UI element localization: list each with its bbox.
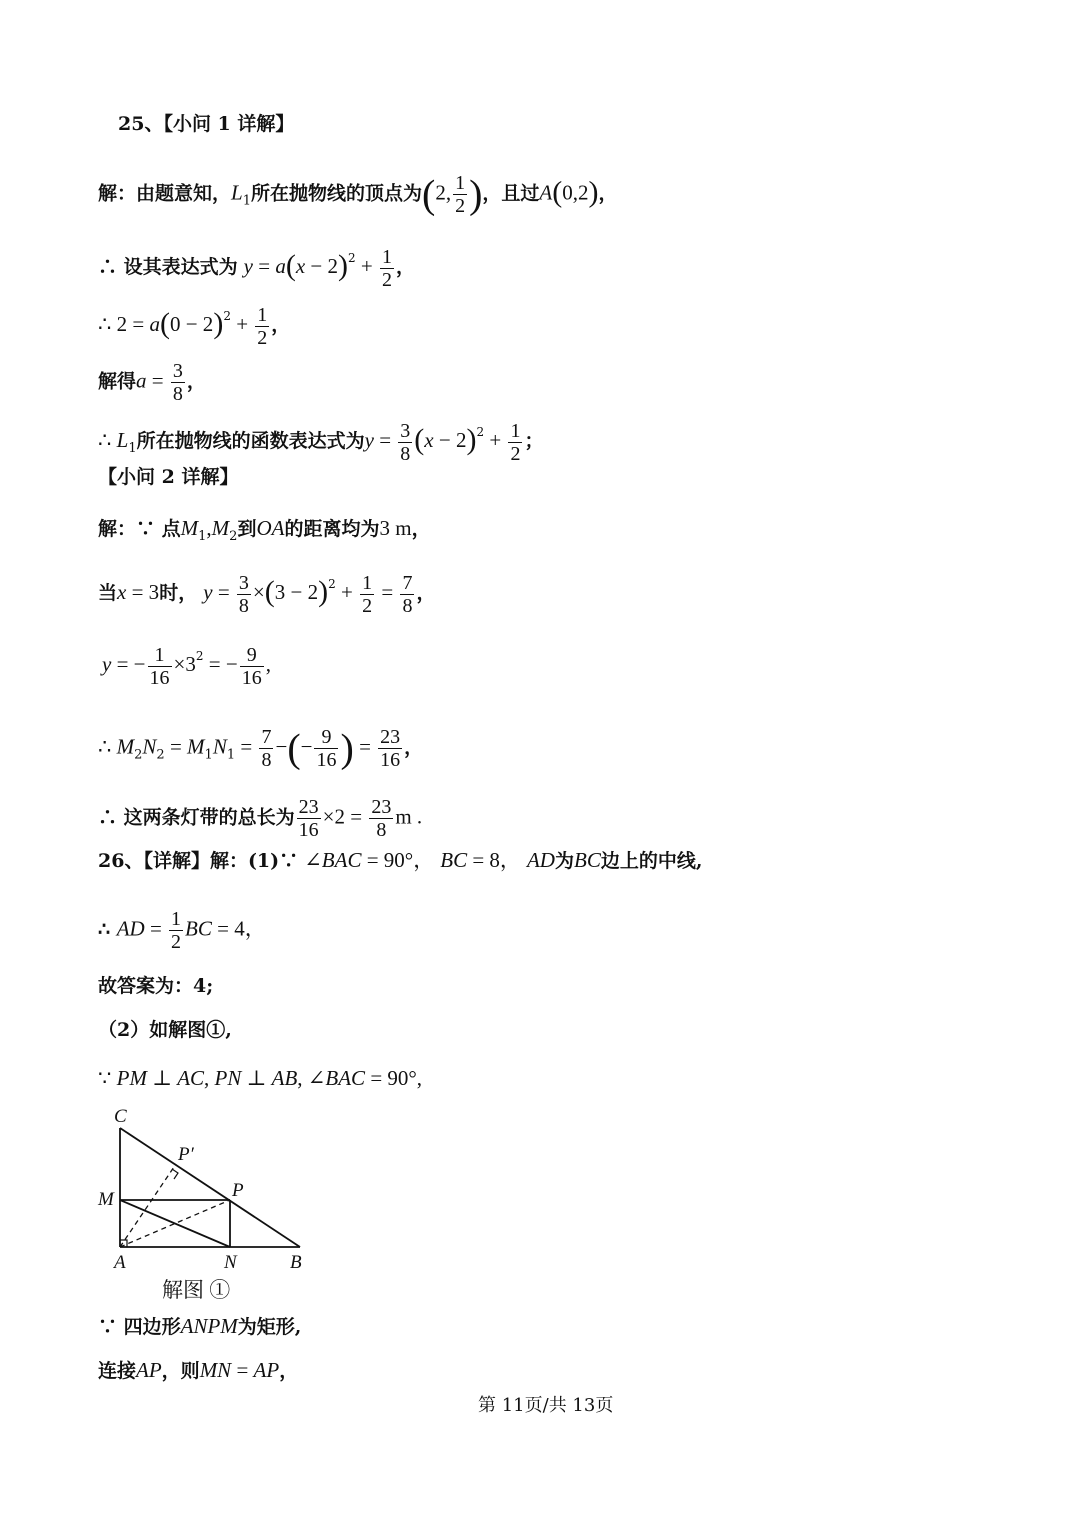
figure-caption: 解图 ① xyxy=(162,1278,231,1302)
q25-line1: 解：由题意知，$L_1$所在抛物线的顶点为(2, $\frac{1}{2}$ )，且过A(0,2)， xyxy=(98,171,618,217)
label-m: M xyxy=(98,1189,114,1210)
q26-rect-line: ∵ 四边形ANPM为矩形, xyxy=(98,1314,302,1338)
q25-line2: ∴ 设其表达式为 $y = a(x - 2)^2$ + $\frac{1}{2}$ ， xyxy=(98,245,416,291)
q25-line4: 解得a = $\frac{3}{8}$ ， xyxy=(98,360,206,405)
q26-heading: 26、【详解】解：(1)∵ ∠BAC = 90°， BC = 8， AD为BC边上的中线, xyxy=(98,848,703,872)
q26-line-ad: ∴ AD = $\frac{1}{2}$ BC = 4， xyxy=(98,908,266,953)
q25-line3: ∴ $2 = a(0 - 2)^2$ + $\frac{1}{2}$ ， xyxy=(98,303,291,349)
q25-p2-line5: ∴ 这两条灯带的总长为 $\frac{23}{16}$ ×2 = $\frac{23}{8}$ m . xyxy=(98,796,423,841)
label-p-prime: P′ xyxy=(178,1144,194,1165)
q26-answer: 故答案为：4; xyxy=(98,975,214,997)
q25-p2-line4: ∴ $M_2N_2 = M_1N_1$ = $\frac{7}{8}$ −(− $\frac{9}{16}$ ) = $\frac{23}{16}$ ， xyxy=(98,725,424,771)
q25-part2-heading: 【小问 2 详解】 xyxy=(98,466,239,488)
q26-connect-line: 连接AP，则MN = AP， xyxy=(98,1358,299,1382)
page-footer: 第 11页/共 13页 xyxy=(478,1395,614,1416)
q26-part2: （2）如解图①, xyxy=(98,1019,232,1041)
label-p: P xyxy=(232,1180,244,1201)
q26-perp-line: ∵ PM ⊥ AC, PN ⊥ AB, ∠BAC = 90°, xyxy=(98,1066,423,1090)
label-b: B xyxy=(290,1252,302,1273)
q25-line5: ∴ $L_1$所在抛物线的函数表达式为y = $\frac{3}{8}$ $(x - 2)^2$ + $\frac{1}{2}$ ； xyxy=(98,419,544,465)
q25-p2-line2: 当x = 3时， y = $\frac{3}{8}$ $\times(3 - 2)^2$ + $\frac{1}{2}$ = $\frac{7}{8}$ ， xyxy=(98,571,436,617)
q25-p2-line1: 解：∵ 点$M_1,M_2$到OA的距离均为3 m， xyxy=(98,516,431,544)
q25-p2-line3: y = − $\frac{1}{16}$ $\times 3^2$ = − $\frac{9}{16}$ , xyxy=(102,643,271,689)
q25-heading: 25、【小问 1 详解】 xyxy=(118,113,295,135)
label-c: C xyxy=(114,1106,127,1127)
label-n: N xyxy=(224,1252,237,1273)
label-a: A xyxy=(114,1252,126,1273)
